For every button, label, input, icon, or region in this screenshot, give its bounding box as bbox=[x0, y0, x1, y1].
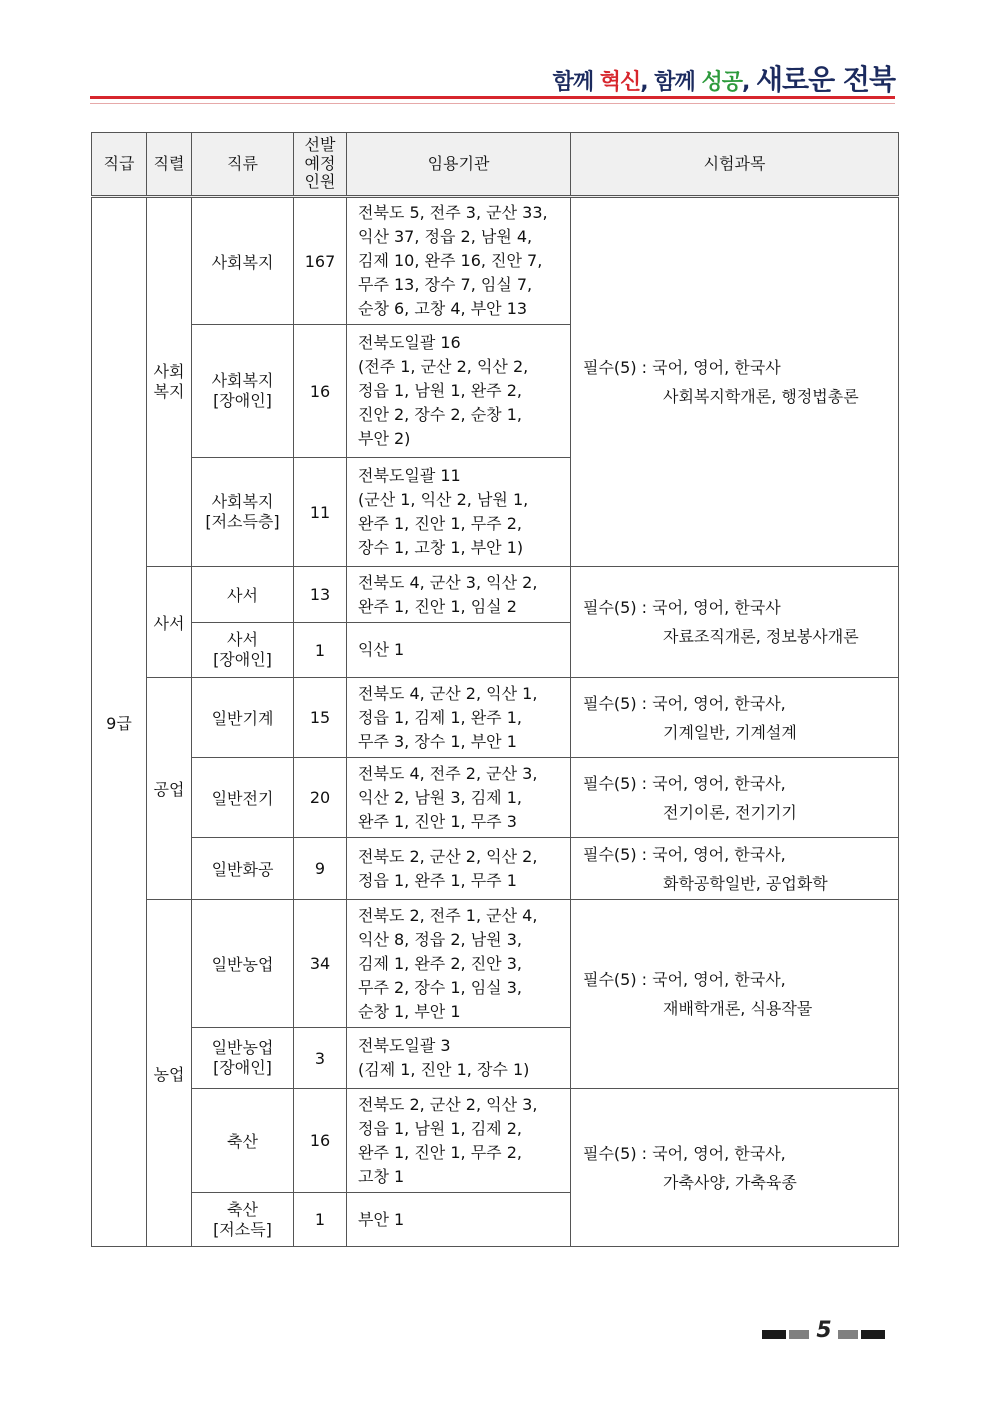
subjects-line-1: 필수(5) : 국어, 영어, 한국사, bbox=[583, 1143, 786, 1163]
subjects-line-2: 화학공학일반, 공업화학 bbox=[663, 873, 828, 893]
table-row bbox=[92, 838, 899, 900]
footer-bar-left-dark bbox=[762, 1330, 786, 1339]
slogan-part-5: , bbox=[741, 70, 756, 95]
subjects-cell bbox=[571, 567, 899, 678]
category-cell: 일반화공 bbox=[192, 838, 294, 900]
agency-cell: 전북도 2, 군산 2, 익산 3, 정읍 1, 남원 1, 김제 2, 완주 1, 진안 1, 무주 2, 고창 1 bbox=[347, 1089, 571, 1193]
slogan-part-6: 새로운 전북 bbox=[756, 63, 895, 96]
grade-cell: 9급 bbox=[92, 197, 147, 1247]
agency-cell: 전북도 4, 전주 2, 군산 3, 익산 2, 남원 3, 김제 1, 완주 1, 진안 1, 무주 3 bbox=[347, 758, 571, 838]
category-cell: 축산 [저소득] bbox=[192, 1193, 294, 1247]
subjects-line-2: 사회복지학개론, 행정법총론 bbox=[663, 387, 859, 406]
slogan-part-2: 혁신 bbox=[599, 70, 641, 95]
agency-cell: 전북도 4, 군산 3, 익산 2, 완주 1, 진안 1, 임실 2 bbox=[347, 567, 571, 623]
header-category: 직류 bbox=[192, 133, 294, 197]
subjects-cell bbox=[571, 838, 899, 900]
agency-cell: 전북도일괄 11 (군산 1, 익산 2, 남원 1, 완주 1, 진안 1, 무주 2, 장수 1, 고창 1, 부안 1) bbox=[347, 458, 571, 567]
quota-cell: 16 bbox=[294, 1089, 347, 1193]
table-row bbox=[92, 758, 899, 838]
header-subjects: 시험과목 bbox=[571, 133, 899, 197]
subjects-line-1: 필수(5) : 국어, 영어, 한국사, bbox=[583, 844, 786, 864]
quota-cell: 9 bbox=[294, 838, 347, 900]
quota-cell: 20 bbox=[294, 758, 347, 838]
agency-cell: 전북도일괄 3 (김제 1, 진안 1, 장수 1) bbox=[347, 1028, 571, 1089]
header-grade: 직급 bbox=[92, 133, 147, 197]
category-cell: 축산 bbox=[192, 1089, 294, 1193]
category-cell: 사회복지 [장애인] bbox=[192, 325, 294, 458]
header-quota: 선발 예정 인원 bbox=[294, 133, 347, 197]
series-cell: 사서 bbox=[147, 567, 192, 678]
subjects-cell bbox=[571, 900, 899, 1089]
quota-cell: 16 bbox=[294, 325, 347, 458]
table-row bbox=[92, 567, 899, 623]
agency-cell: 전북도 5, 전주 3, 군산 33, 익산 37, 정읍 2, 남원 4, 김제 10, 완주 16, 진안 7, 무주 13, 장수 7, 임실 7, 순창 6, 고창 4, 부안 13 bbox=[347, 197, 571, 325]
table-row bbox=[92, 900, 899, 1028]
header-agency: 임용기관 bbox=[347, 133, 571, 197]
table-row bbox=[92, 1089, 899, 1193]
table-row bbox=[92, 678, 899, 758]
agency-cell: 전북도 2, 전주 1, 군산 4, 익산 8, 정읍 2, 남원 3, 김제 1, 완주 2, 진안 3, 무주 2, 장수 1, 임실 3, 순창 1, 부안 1 bbox=[347, 900, 571, 1028]
agency-cell: 익산 1 bbox=[347, 623, 571, 678]
slogan-part-1: 함께 bbox=[552, 70, 600, 95]
table-header-row bbox=[92, 133, 899, 197]
series-cell: 공업 bbox=[147, 678, 192, 900]
series-cell: 사회 복지 bbox=[147, 197, 192, 567]
footer-bar-right-gray bbox=[838, 1330, 858, 1339]
subjects-line-1: 필수(5) : 국어, 영어, 한국사, bbox=[583, 970, 786, 989]
subjects-line-2: 재배학개론, 식용작물 bbox=[663, 999, 813, 1018]
slogan-part-4: 성공 bbox=[701, 70, 742, 95]
quota-cell: 3 bbox=[294, 1028, 347, 1089]
subjects-line-1: 필수(5) : 국어, 영어, 한국사 bbox=[583, 598, 781, 617]
category-cell: 사회복지 [저소득층] bbox=[192, 458, 294, 567]
header-series: 직렬 bbox=[147, 133, 192, 197]
subjects-line-1: 필수(5) : 국어, 영어, 한국사 bbox=[583, 358, 781, 377]
subjects-cell bbox=[571, 197, 899, 567]
agency-cell: 전북도 4, 군산 2, 익산 1, 정읍 1, 김제 1, 완주 1, 무주 3, 장수 1, 부안 1 bbox=[347, 678, 571, 758]
agency-cell: 전북도 2, 군산 2, 익산 2, 정읍 1, 완주 1, 무주 1 bbox=[347, 838, 571, 900]
agency-cell: 부안 1 bbox=[347, 1193, 571, 1247]
category-cell: 사서 bbox=[192, 567, 294, 623]
recruitment-table bbox=[91, 132, 899, 1247]
subjects-line-1: 필수(5) : 국어, 영어, 한국사, bbox=[583, 773, 786, 793]
page-header bbox=[90, 56, 895, 106]
series-cell: 농업 bbox=[147, 900, 192, 1247]
category-cell: 일반농업 bbox=[192, 900, 294, 1028]
category-cell: 일반기계 bbox=[192, 678, 294, 758]
subjects-line-2: 전기이론, 전기기기 bbox=[663, 802, 797, 822]
slogan-part-3: , 함께 bbox=[640, 70, 702, 95]
page-footer bbox=[762, 1318, 892, 1348]
subjects-line-2: 자료조직개론, 정보봉사개론 bbox=[663, 627, 859, 646]
page-number: 5 bbox=[816, 1318, 832, 1343]
subjects-line-2: 가축사양, 가축육종 bbox=[663, 1172, 797, 1192]
quota-cell: 15 bbox=[294, 678, 347, 758]
quota-cell: 34 bbox=[294, 900, 347, 1028]
category-cell: 사서 [장애인] bbox=[192, 623, 294, 678]
header-rule-thin bbox=[90, 103, 895, 104]
category-cell: 사회복지 bbox=[192, 197, 294, 325]
quota-cell: 13 bbox=[294, 567, 347, 623]
table-row bbox=[92, 197, 899, 325]
footer-bar-left-gray bbox=[789, 1330, 809, 1339]
header-rule-red bbox=[90, 96, 895, 99]
subjects-cell bbox=[571, 758, 899, 838]
category-cell: 일반농업 [장애인] bbox=[192, 1028, 294, 1089]
subjects-cell bbox=[571, 1089, 899, 1247]
subjects-line-1: 필수(5) : 국어, 영어, 한국사, bbox=[583, 693, 786, 713]
quota-cell: 11 bbox=[294, 458, 347, 567]
agency-cell: 전북도일괄 16 (전주 1, 군산 2, 익산 2, 정읍 1, 남원 1, 완주 2, 진안 2, 장수 2, 순창 1, 부안 2) bbox=[347, 325, 571, 458]
quota-cell: 1 bbox=[294, 623, 347, 678]
subjects-line-2: 기계일반, 기계설계 bbox=[663, 722, 797, 742]
category-cell: 일반전기 bbox=[192, 758, 294, 838]
subjects-cell bbox=[571, 678, 899, 758]
slogan bbox=[553, 58, 895, 98]
footer-bar-right-dark bbox=[861, 1330, 885, 1339]
quota-cell: 167 bbox=[294, 197, 347, 325]
quota-cell: 1 bbox=[294, 1193, 347, 1247]
